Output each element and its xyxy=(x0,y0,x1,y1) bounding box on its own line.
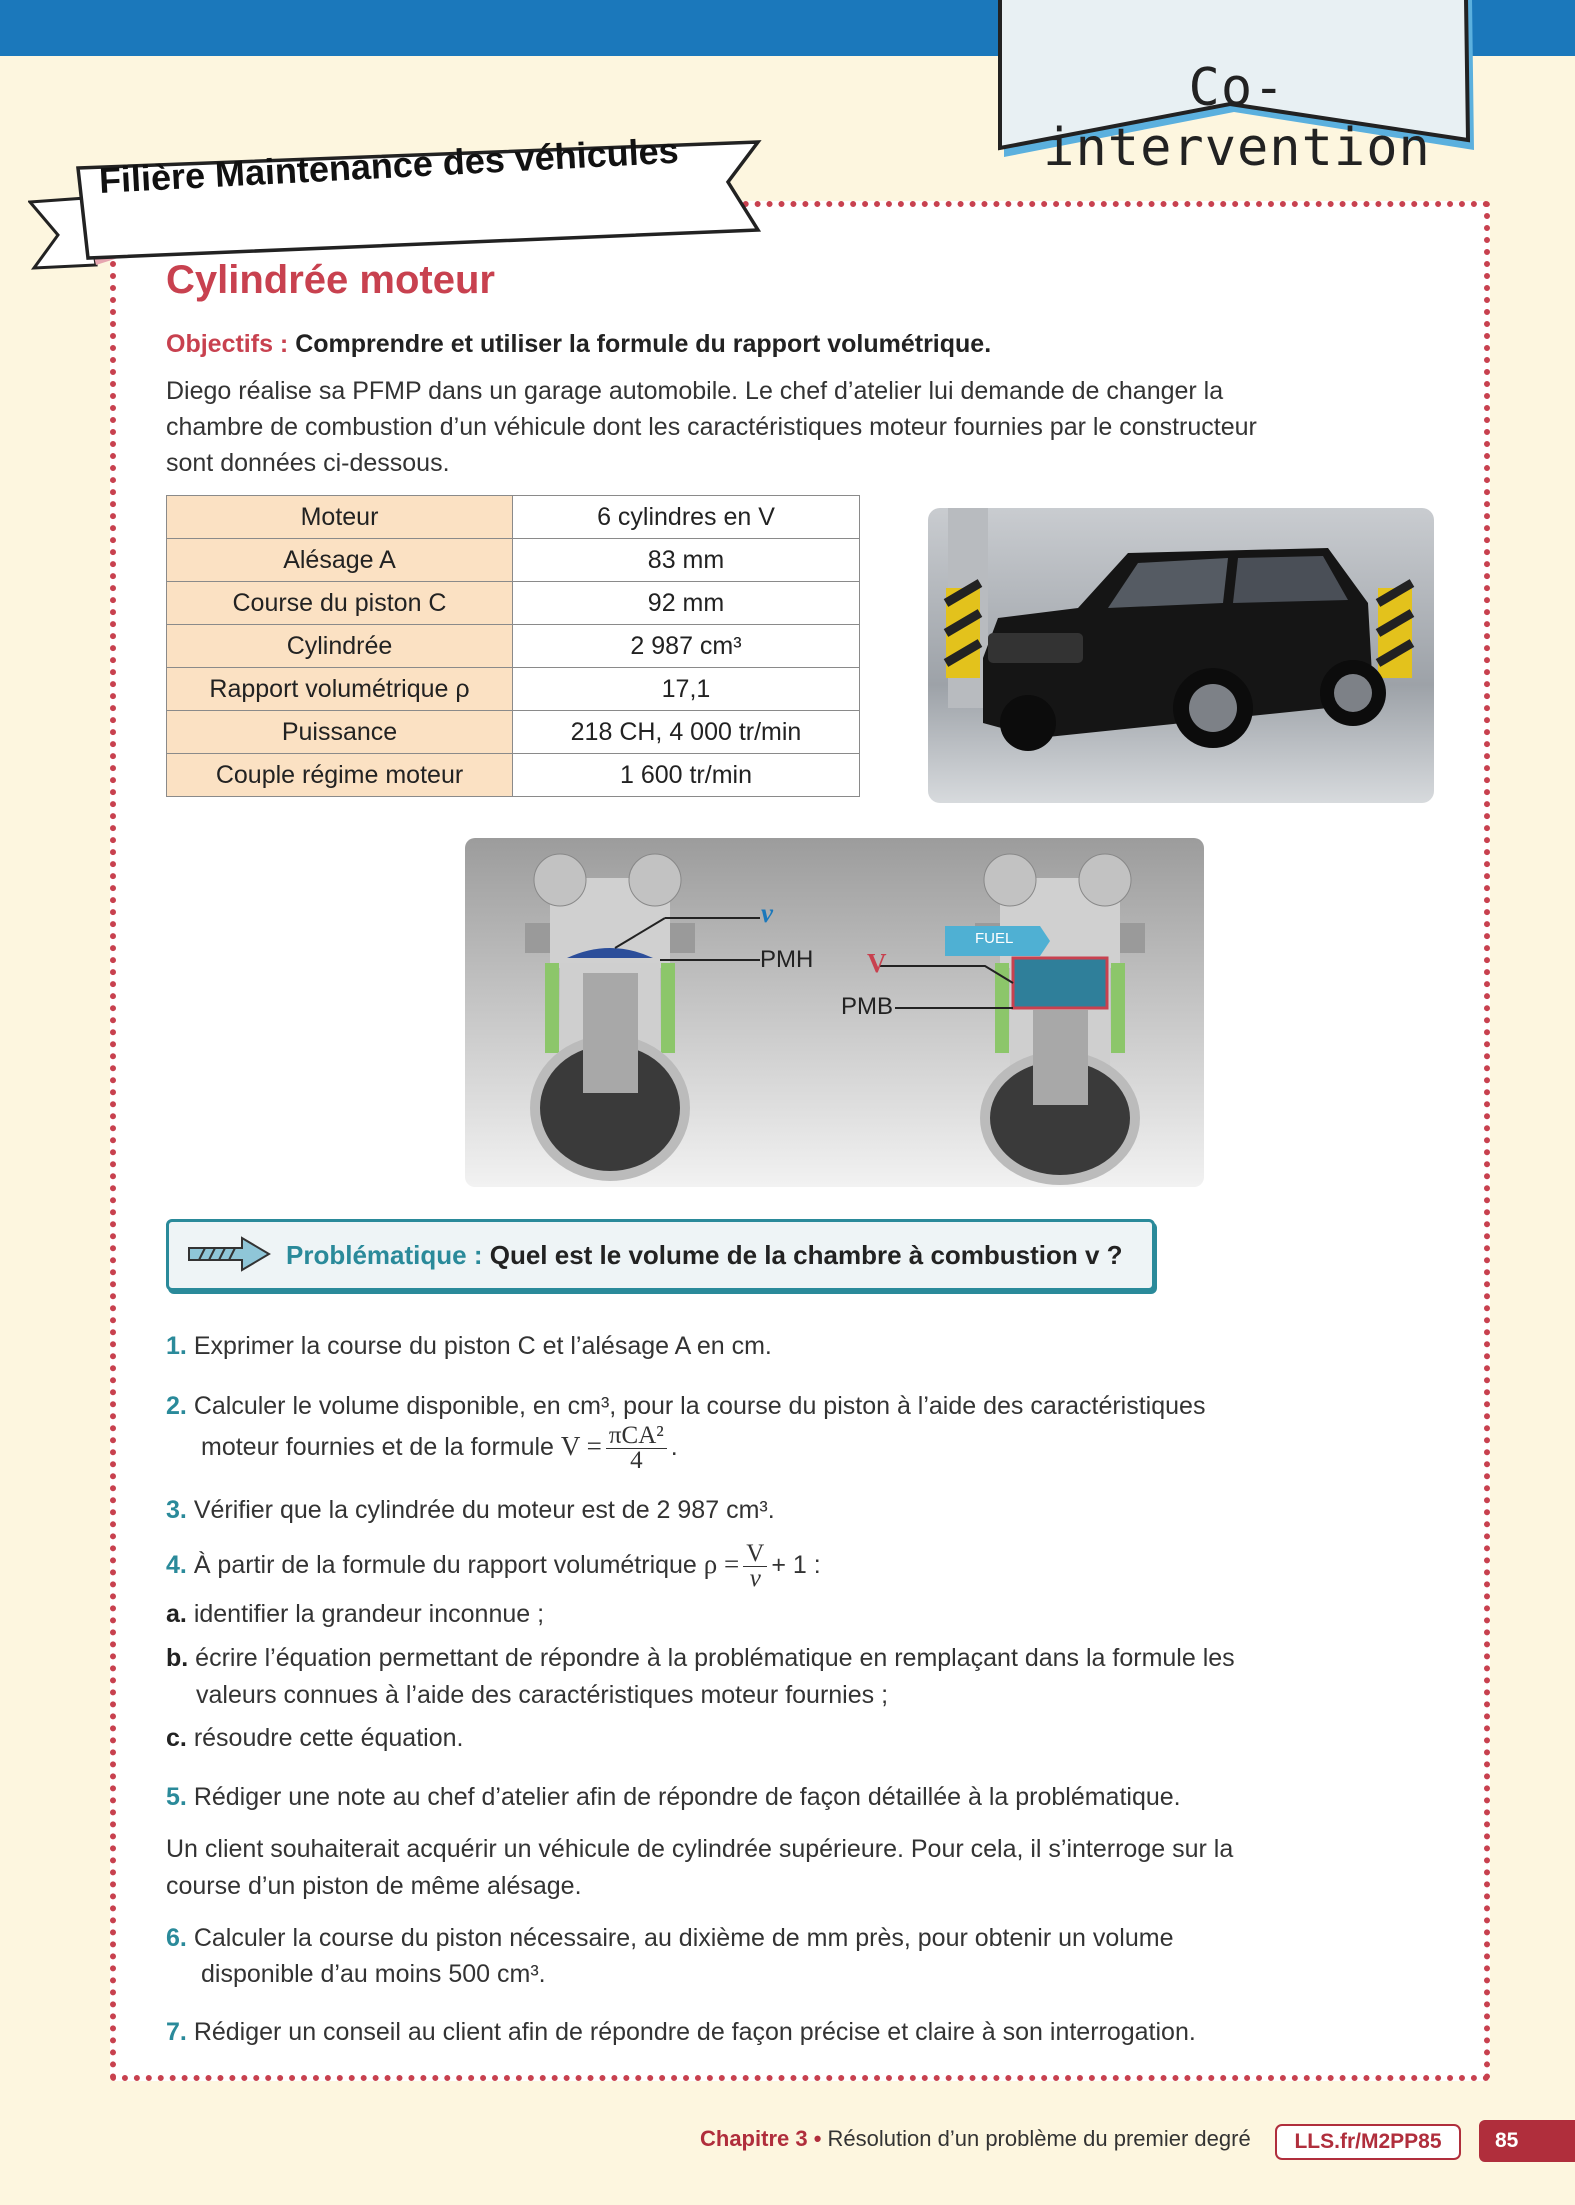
spec-key: Course du piston C xyxy=(167,582,513,625)
spec-value: 92 mm xyxy=(513,582,860,625)
intro-line: chambre de combustion d’un véhicule dont les caractéristiques moteur fournies par le constructeur xyxy=(166,413,1257,441)
label-fuel: FUEL xyxy=(975,930,1014,947)
spec-value: 6 cylindres en V xyxy=(513,496,860,539)
problematique-box xyxy=(166,1219,1155,1291)
table-row xyxy=(167,754,860,797)
engine-spec-table xyxy=(166,495,860,797)
sub-letter: c. xyxy=(166,1724,187,1752)
question-number: 2. xyxy=(166,1392,187,1420)
spec-key: Cylindrée xyxy=(167,625,513,668)
question-number: 6. xyxy=(166,1924,187,1952)
question-text: Vérifier que la cylindrée du moteur est de 2 987 cm³. xyxy=(193,1496,775,1524)
formula-rhs: + 1 : xyxy=(771,1551,821,1580)
separator: • xyxy=(813,2126,822,2151)
sub-letter: b. xyxy=(166,1644,189,1672)
question-number: 5. xyxy=(166,1783,187,1811)
question-3 xyxy=(166,1496,775,1525)
spec-key: Couple régime moteur xyxy=(167,754,513,797)
label-small-v: v xyxy=(761,898,773,928)
question-6-line2: disponible d’au moins 500 cm³. xyxy=(201,1960,546,1988)
question-number: 4. xyxy=(166,1551,187,1580)
table-row xyxy=(167,496,860,539)
page-title: Cylindrée moteur xyxy=(166,258,495,302)
table-row xyxy=(167,668,860,711)
footer-chapter xyxy=(700,2126,1251,2152)
formula-fraction xyxy=(743,1542,767,1591)
objectives xyxy=(166,330,991,359)
formula-numerator: V xyxy=(743,1542,767,1567)
spec-value: 218 CH, 4 000 tr/min xyxy=(513,711,860,754)
chapter-title: Résolution d’un problème du premier degré xyxy=(827,2126,1251,2151)
sub-letter: a. xyxy=(166,1600,187,1628)
question-text: Rédiger un conseil au client afin de répondre de façon précise et claire à son interrogation. xyxy=(193,2018,1196,2046)
question-text: identifier la grandeur inconnue ; xyxy=(193,1600,545,1628)
intro-line: sont données ci-dessous. xyxy=(166,449,450,477)
banner-title: Filière Maintenance des véhicules xyxy=(98,129,680,201)
label-pmh: PMH xyxy=(760,946,814,973)
question-4c xyxy=(166,1724,463,1753)
question-7 xyxy=(166,2018,1196,2047)
question-2 xyxy=(166,1392,1205,1421)
question-text: À partir de la formule du rapport volumétrique xyxy=(193,1551,697,1580)
question-text: Rédiger une note au chef d’atelier afin de répondre de façon détaillée à la problématique. xyxy=(193,1783,1181,1811)
question-4b xyxy=(166,1644,1235,1673)
question-6 xyxy=(166,1924,1173,1953)
spec-value: 17,1 xyxy=(513,668,860,711)
question-4a xyxy=(166,1600,544,1629)
spec-value: 1 600 tr/min xyxy=(513,754,860,797)
chapter-label: Chapitre 3 xyxy=(700,2126,808,2151)
question-text: Exprimer la course du piston C et l’alésage A en cm. xyxy=(193,1332,772,1360)
client-paragraph-line: Un client souhaiterait acquérir un véhicule de cylindrée supérieure. Pour cela, il s’interroge sur la xyxy=(166,1835,1234,1863)
page-number: 85 xyxy=(1479,2120,1575,2162)
spec-key: Moteur xyxy=(167,496,513,539)
section-label: Co-intervention xyxy=(1043,58,1431,178)
engine-cylinder-diagram xyxy=(465,838,1204,1187)
client-paragraph-line: course d’un piston de même alésage. xyxy=(166,1872,582,1900)
problematique-question: Quel est le volume de la chambre à combustion v ? xyxy=(489,1240,1123,1270)
formula-lhs: ρ = xyxy=(703,1549,740,1580)
lls-link[interactable]: LLS.fr/M2PP85 xyxy=(1275,2124,1461,2160)
table-row xyxy=(167,539,860,582)
co-intervention-tab xyxy=(998,0,1476,178)
label-pmb: PMB xyxy=(841,993,894,1020)
car-icon xyxy=(928,508,1434,803)
problematique-label: Problématique : xyxy=(286,1240,483,1270)
spec-value: 83 mm xyxy=(513,539,860,582)
formula-numerator: πCA² xyxy=(606,1424,667,1449)
formula-fraction xyxy=(606,1424,667,1473)
question-5 xyxy=(166,1783,1181,1812)
objectives-text: Comprendre et utiliser la formule du rapport volumétrique. xyxy=(295,330,992,358)
table-row xyxy=(167,582,860,625)
question-text: Calculer le volume disponible, en cm³, pour la course du piston à l’aide des caractéristiques xyxy=(193,1392,1206,1420)
question-number: 1. xyxy=(166,1332,187,1360)
question-1 xyxy=(166,1332,772,1361)
spec-key: Alésage A xyxy=(167,539,513,582)
formula-denominator: 4 xyxy=(630,1447,643,1474)
formula-lhs: V = xyxy=(560,1431,602,1462)
question-text: résoudre cette équation. xyxy=(193,1724,464,1752)
spec-value: 2 987 cm³ xyxy=(513,625,860,668)
intro-line: Diego réalise sa PFMP dans un garage automobile. Le chef d’atelier lui demande de changer la xyxy=(166,377,1224,405)
label-big-v: V xyxy=(867,948,887,978)
formula-denominator: v xyxy=(749,1565,761,1592)
piston-diagram-icon xyxy=(465,838,1204,1187)
question-number: 7. xyxy=(166,2018,187,2046)
table-row xyxy=(167,625,860,668)
question-text: écrire l’équation permettant de répondre à la problématique en remplaçant dans la formule les xyxy=(195,1644,1235,1672)
table-row xyxy=(167,711,860,754)
objectives-label: Objectifs : xyxy=(166,330,289,358)
question-text: moteur fournies et de la formule xyxy=(201,1433,554,1462)
suv-photo xyxy=(928,508,1434,803)
spec-key: Rapport volumétrique ρ xyxy=(167,668,513,711)
question-2-line2: moteur fournies et de la formule V = $\frac{\text{πCA²}}{4}$ . xyxy=(201,1422,678,1474)
question-text: Calculer la course du piston nécessaire, au dixième de mm près, pour obtenir un volume xyxy=(193,1924,1174,1952)
question-number: 3. xyxy=(166,1496,187,1524)
question-4b-line2: valeurs connues à l’aide des caractéristiques moteur fournies ; xyxy=(196,1681,889,1709)
spec-key: Puissance xyxy=(167,711,513,754)
question-4 xyxy=(166,1542,821,1591)
arrow-icon xyxy=(187,1236,273,1272)
